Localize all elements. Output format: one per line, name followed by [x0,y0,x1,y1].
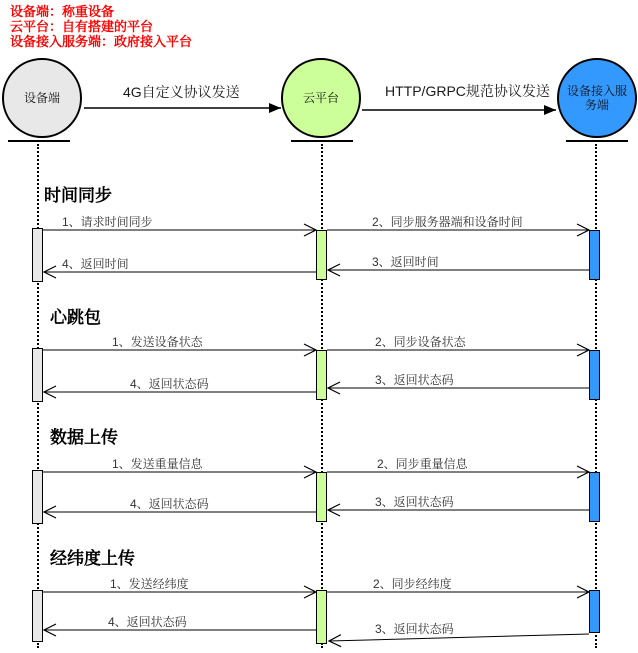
activation-bar-server [589,472,600,522]
activation-bar-server [589,590,600,633]
message-label: 1、发送经纬度 [110,577,189,591]
message-label: 3、返回状态码 [375,373,454,387]
channel-label-4g: 4G自定义协议发送 [123,84,240,100]
message-label: 4、返回状态码 [108,615,187,629]
message-label: 3、返回时间 [372,255,439,269]
activation-bar-cloud [316,230,327,280]
activation-bar-cloud [316,590,327,644]
activation-bar-device [32,348,43,402]
section-title-data-upload: 数据上传 [50,428,118,447]
channel-label-http-grpc: HTTP/GRPC规范协议发送 [385,83,550,99]
activation-bar-device [32,470,43,524]
actor-device-label: 设备端 [23,91,60,105]
message-label: 3、返回状态码 [375,622,454,636]
actor-cloud-label: 云平台 [302,91,339,105]
message-label: 4、返回状态码 [130,377,209,391]
message-label: 4、返回状态码 [130,497,209,511]
activation-bar-cloud [316,472,327,522]
activation-bar-cloud [316,350,327,400]
legend-note-cloud: 云平台：自有搭建的平台 [10,19,154,34]
message-label: 2、同步服务器端和设备时间 [372,215,523,229]
section-title-heartbeat: 心跳包 [50,308,101,327]
activation-bar-server [589,230,600,280]
legend-note-server: 设备接入服务端：政府接入平台 [10,34,193,49]
message-label: 2、同步重量信息 [377,457,468,471]
actor-server-label: 设备接入服务端 [566,84,627,112]
message-label: 1、发送设备状态 [112,335,203,349]
message-label: 1、发送重量信息 [112,457,203,471]
message-label: 1、请求时间同步 [62,215,153,229]
message-label: 2、同步经纬度 [373,577,452,591]
message-label: 2、同步设备状态 [375,335,466,349]
legend-note-device: 设备端：称重设备 [10,4,115,19]
message-arrow [329,634,589,641]
activation-bar-device [32,228,43,282]
activation-bar-device [32,590,43,642]
message-label: 4、返回时间 [62,257,129,271]
section-title-time-sync: 时间同步 [44,186,112,205]
activation-bar-server [589,350,600,400]
message-label: 3、返回状态码 [375,495,454,509]
section-title-geo-upload: 经纬度上传 [50,549,135,568]
